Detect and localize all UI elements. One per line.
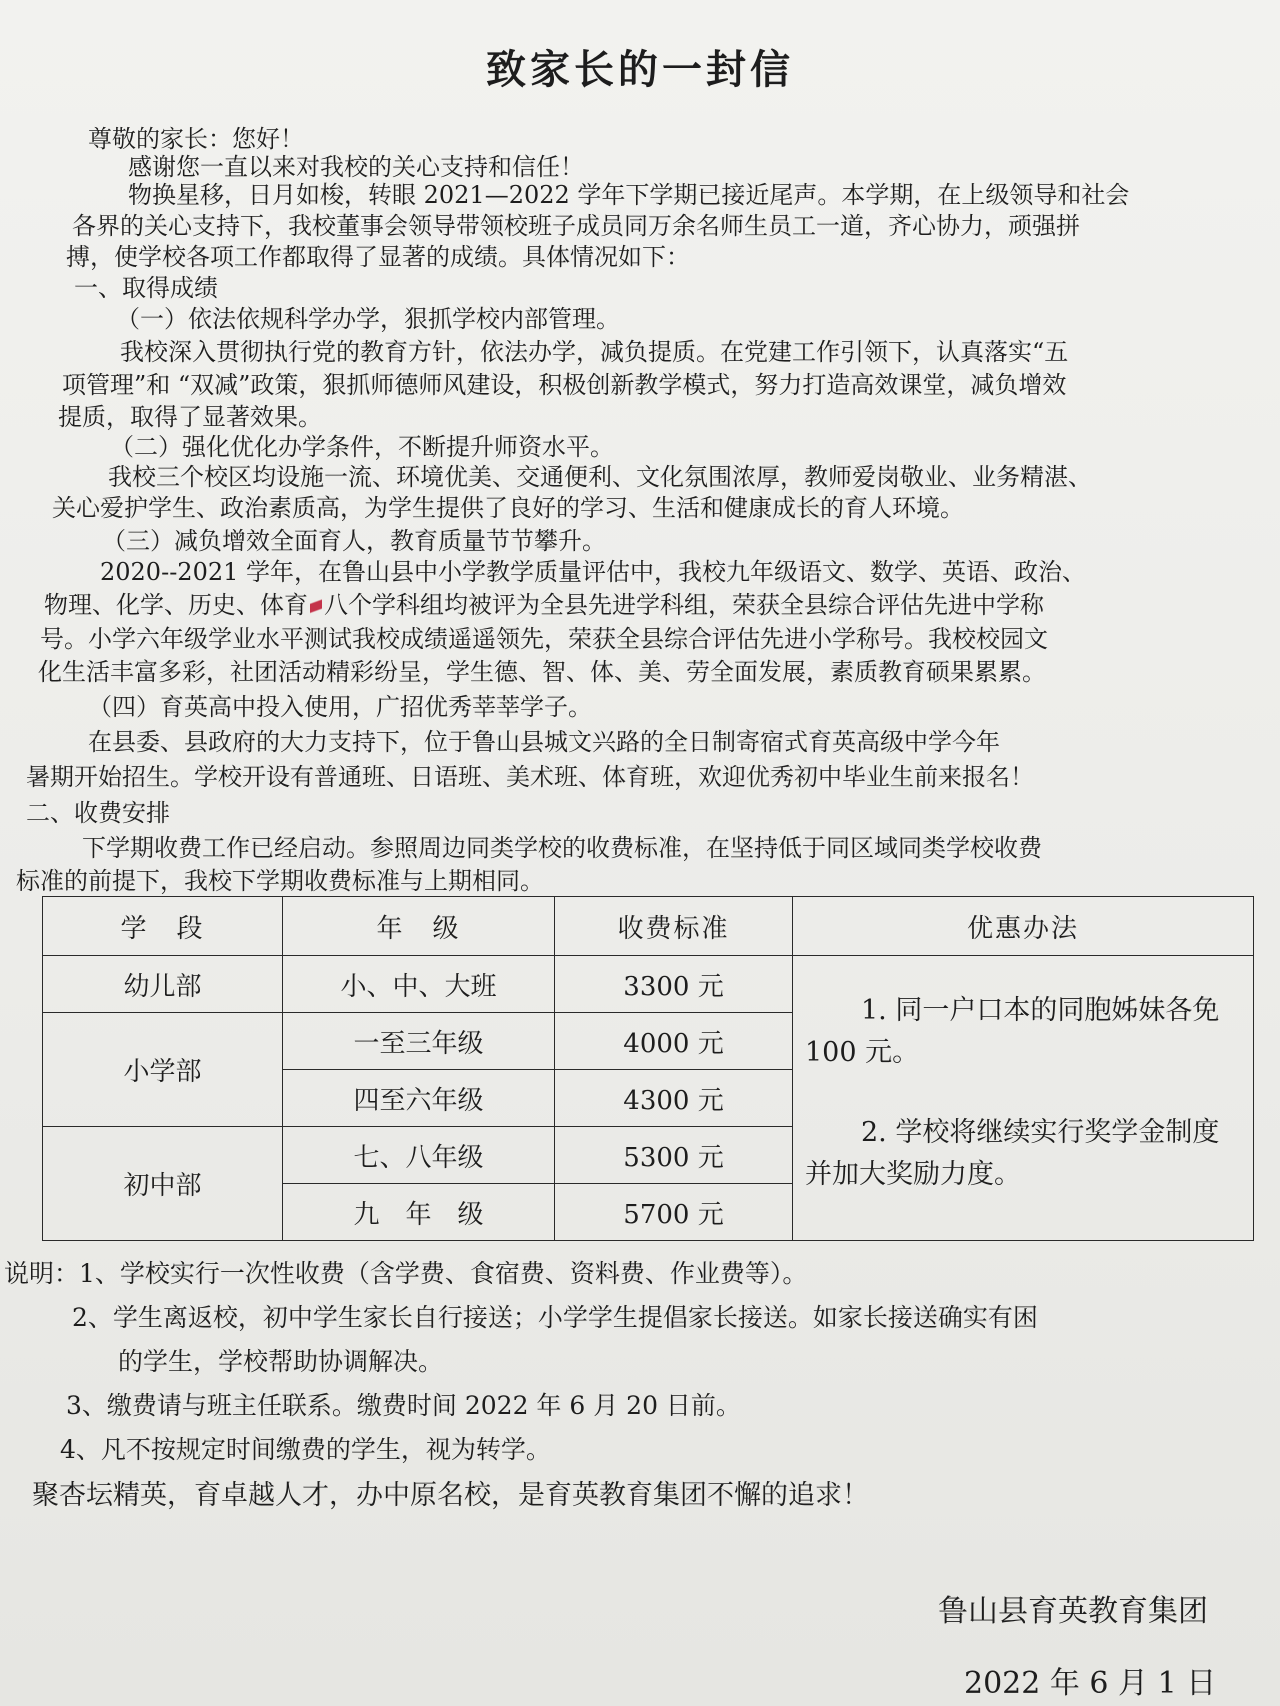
item1-body-3: 提质，取得了显著效果。: [58, 403, 322, 431]
grade-cell: 九 年 级: [283, 1184, 555, 1241]
fee-cell: 3300 元: [555, 956, 793, 1013]
item3-body-1: 2020--2021 学年，在鲁山县中小学教学质量评估中，我校九年级语文、数学、英语、政治、: [100, 558, 1087, 586]
item3-body-2b: 八个学科组均被评为全县先进学科组，荣获全县综合评估先进中学称: [324, 591, 1044, 619]
item2-title: （二）强化优化办学条件，不断提升师资水平。: [110, 433, 614, 461]
header-stage: 学 段: [43, 897, 283, 956]
section-heading-fees: 二、收费安排: [26, 799, 170, 827]
note-4: 4、凡不按规定时间缴费的学生，视为转学。: [60, 1435, 551, 1464]
thanks-line: 感谢您一直以来对我校的关心支持和信任！: [128, 153, 584, 181]
red-pen-mark: [310, 594, 322, 620]
discount-2: 2. 学校将继续实行奖学金制度并加大奖励力度。: [805, 1116, 1220, 1190]
item3-body-2: [44, 590, 1044, 621]
item4-title: （四）育英高中投入使用，广招优秀莘莘学子。: [88, 693, 592, 721]
item1-body-1: 我校深入贯彻执行党的教育方针，依法办学，减负提质。在党建工作引领下，认真落实“五: [120, 338, 1069, 366]
item3-body-3: 号。小学六年级学业水平测试我校成绩遥遥领先，荣获全县综合评估先进小学称号。我校校园文: [40, 625, 1048, 653]
intro-line-3: 搏，使学校各项工作都取得了显著的成绩。具体情况如下：: [66, 243, 690, 271]
note-1: 说明：1、学校实行一次性收费（含学费、食宿费、资料费、作业费等）。: [4, 1259, 808, 1288]
dept-kindergarten: 幼儿部: [43, 956, 283, 1013]
fee-cell: 4300 元: [555, 1070, 793, 1127]
item3-title: （三）减负增效全面育人，教育质量节节攀升。: [102, 527, 606, 555]
fee-cell: 5700 元: [555, 1184, 793, 1241]
fees-intro-2: 标准的前提下，我校下学期收费标准与上期相同。: [16, 867, 544, 895]
table-row: [43, 956, 1254, 1013]
item2-body-2: 关心爱护学生、政治素质高，为学生提供了良好的学习、生活和健康成长的育人环境。: [52, 494, 964, 522]
fees-intro-1: 下学期收费工作已经启动。参照周边同类学校的收费标准，在坚持低于同区域同类学校收费: [82, 834, 1042, 862]
item1-title: （一）依法依规科学办学，狠抓学校内部管理。: [116, 305, 620, 333]
fee-cell: 4000 元: [555, 1013, 793, 1070]
fee-table: [42, 896, 1254, 1241]
letter-title: 致家长的一封信: [486, 46, 794, 93]
table-header-row: [43, 897, 1254, 956]
grade-cell: 七、八年级: [283, 1127, 555, 1184]
note-2: 2、学生离返校，初中学生家长自行接送；小学学生提倡家长接送。如家长接送确实有困: [72, 1303, 1038, 1332]
signature: 鲁山县育英教育集团: [938, 1594, 1208, 1629]
discount-cell: [793, 956, 1254, 1241]
item4-body-2: 暑期开始招生。学校开设有普通班、日语班、美术班、体育班，欢迎优秀初中毕业生前来报名！: [26, 763, 1034, 791]
section-heading-achievements: 一、取得成绩: [74, 274, 218, 302]
grade-cell: 一至三年级: [283, 1013, 555, 1070]
dept-primary: 小学部: [43, 1013, 283, 1127]
grade-cell: 小、中、大班: [283, 956, 555, 1013]
item4-body-1: 在县委、县政府的大力支持下，位于鲁山县城文兴路的全日制寄宿式育英高级中学今年: [88, 728, 1000, 756]
item3-body-2a: 物理、化学、历史、体育: [44, 591, 308, 619]
note-3: 3、缴费请与班主任联系。缴费时间 2022 年 6 月 20 日前。: [66, 1391, 741, 1420]
item2-body-1: 我校三个校区均设施一流、环境优美、交通便利、文化氛围浓厚，教师爱岗敬业、业务精湛、: [108, 463, 1092, 491]
salutation: 尊敬的家长：您好！: [88, 125, 304, 153]
header-grade: 年 级: [283, 897, 555, 956]
closing-slogan: 聚杏坛精英，育卓越人才，办中原名校，是育英教育集团不懈的追求！: [32, 1480, 869, 1511]
letter-date: 2022 年 6 月 1 日: [964, 1666, 1217, 1701]
discount-1: 1. 同一户口本的同胞姊妹各免 100 元。: [805, 995, 1220, 1068]
note-2-cont: 的学生，学校帮助协调解决。: [118, 1347, 444, 1376]
header-fee: 收费标准: [555, 897, 793, 956]
header-discount: 优惠办法: [793, 897, 1254, 956]
intro-line-1: 物换星移，日月如梭，转眼 2021—2022 学年下学期已接近尾声。本学期，在上级领导和社会: [128, 181, 1130, 209]
intro-line-2: 各界的关心支持下，我校董事会领导带领校班子成员同万余名师生员工一道，齐心协力，顽强拼: [72, 212, 1080, 240]
dept-middle: 初中部: [43, 1127, 283, 1241]
grade-cell: 四至六年级: [283, 1070, 555, 1127]
fee-cell: 5300 元: [555, 1127, 793, 1184]
item3-body-4: 化生活丰富多彩，社团活动精彩纷呈，学生德、智、体、美、劳全面发展，素质教育硕果累累。: [38, 658, 1046, 686]
item1-body-2: 项管理”和 “双减”政策，狠抓师德师风建设，积极创新教学模式，努力打造高效课堂，减负增效: [62, 371, 1067, 399]
